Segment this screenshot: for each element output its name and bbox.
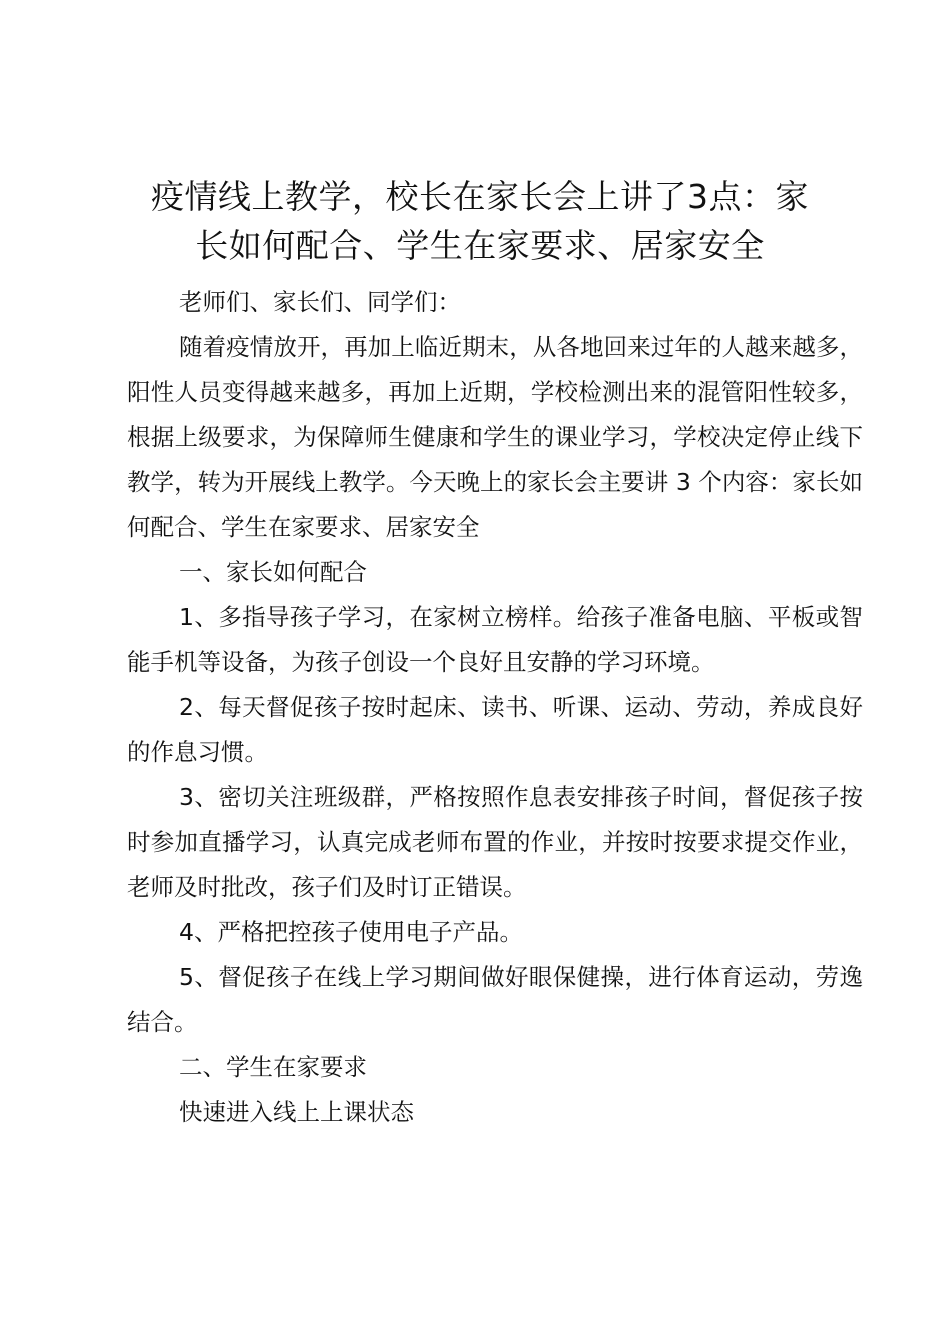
title-line-1: 疫情线上教学，校长在家长会上讲了3点：家 — [151, 177, 809, 216]
section-1-item-3: 3、密切关注班级群，严格按照作息表安排孩子时间，督促孩子按时参加直播学习，认真完成老师布置的作业，并按时按要求提交作业，老师及时批改，孩子们及时订正错误。 — [127, 783, 863, 901]
section-1-item-2: 2、每天督促孩子按时起床、读书、听课、运动、劳动，养成良好的作息习惯。 — [127, 693, 863, 766]
section-1-item-4: 4、严格把控孩子使用电子产品。 — [179, 918, 523, 946]
section-1-item-1: 1、多指导孩子学习，在家树立榜样。给孩子准备电脑、平板或智能手机等设备，为孩子创设一个良好且安静的学习环境。 — [127, 603, 863, 676]
section-2-heading: 二、学生在家要求 — [179, 1053, 367, 1081]
intro-paragraph: 随着疫情放开，再加上临近期末，从各地回来过年的人越来越多，阳性人员变得越来越多，再加上近期，学校检测出来的混管阳性较多，根据上级要求，为保障师生健康和学生的课业学习，学校决定停止线下教学，转为开展线上教学。今天晚上的家长会主要讲 3 个内容：家长如何配合、学生在家要求、居家安全 — [127, 333, 863, 541]
section-1-heading: 一、家长如何配合 — [179, 558, 367, 586]
document-title — [100, 172, 860, 270]
section-1-item-5: 5、督促孩子在线上学习期间做好眼保健操，进行体育运动，劳逸结合。 — [127, 963, 863, 1036]
section-2-subheading: 快速进入线上上课状态 — [179, 1098, 414, 1126]
document-body — [127, 280, 863, 1135]
greeting: 老师们、家长们、同学们： — [179, 288, 461, 316]
title-line-2: 长如何配合、学生在家要求、居家安全 — [195, 226, 765, 265]
